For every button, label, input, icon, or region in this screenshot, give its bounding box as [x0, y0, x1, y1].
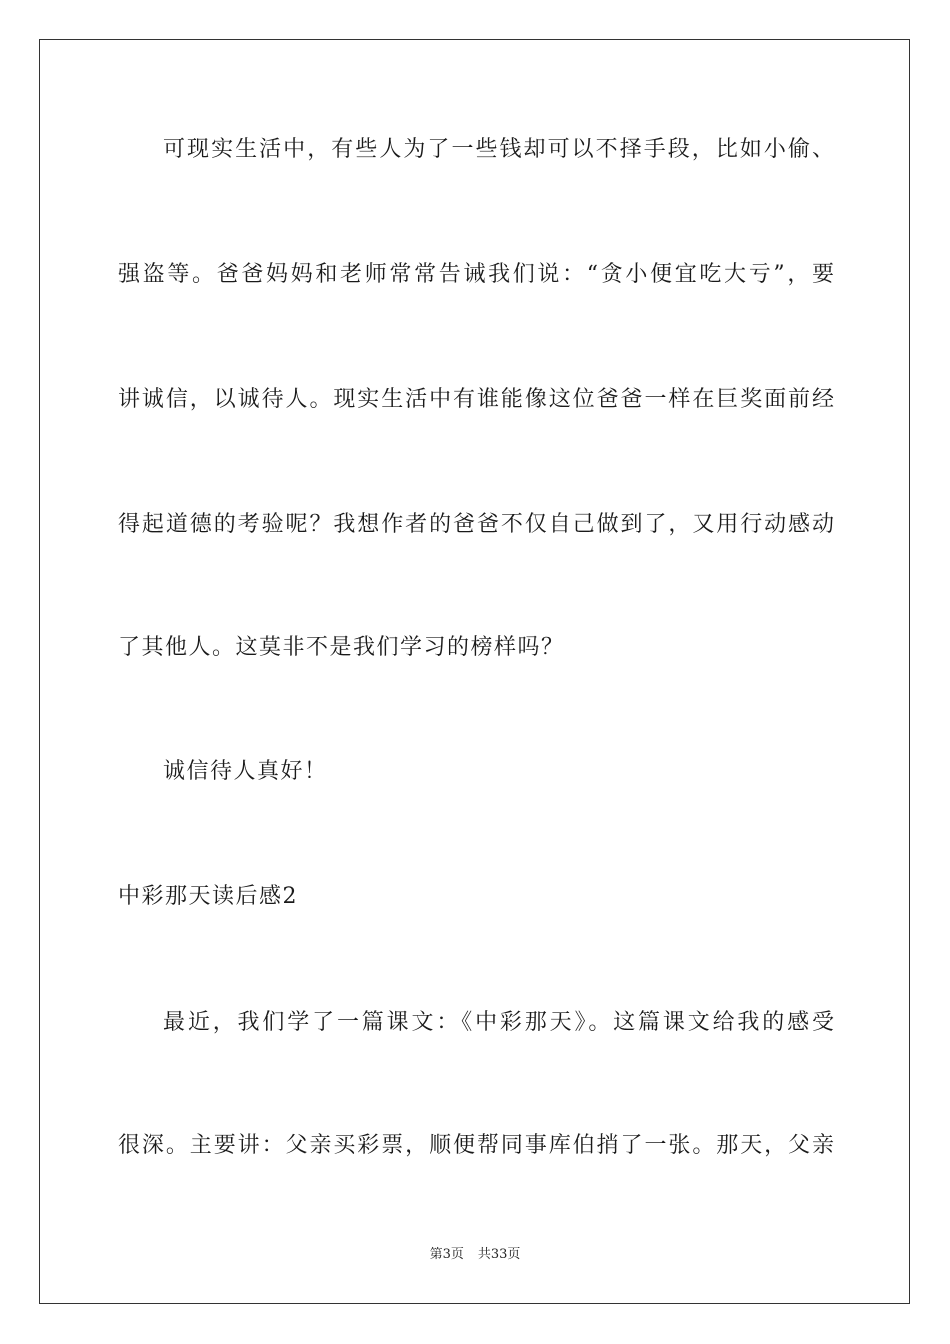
text-line: 最近，我们学了一篇课文：《中彩那天》。这篇课文给我的感受 — [163, 1010, 834, 1035]
text-line: 强盗等。爸爸妈妈和老师常常告诫我们说：“贪小便宜吃大亏”，要 — [118, 262, 834, 287]
text-line: 很深。主要讲：父亲买彩票，顺便帮同事库伯捎了一张。那天，父亲 — [118, 1133, 834, 1158]
page-footer — [0, 1246, 950, 1264]
text-line: 讲诚信，以诚待人。现实生活中有谁能像这位爸爸一样在巨奖面前经 — [118, 387, 834, 412]
section-heading: 中彩那天读后感2 — [118, 884, 298, 909]
text-line: 得起道德的考验呢？我想作者的爸爸不仅自己做到了，又用行动感动 — [118, 512, 834, 537]
closing-line: 诚信待人真好！ — [163, 759, 328, 784]
text-line: 可现实生活中，有些人为了一些钱却可以不择手段，比如小偷、 — [163, 137, 834, 162]
page-border — [39, 39, 910, 1304]
page-total: 共33页 — [477, 1247, 521, 1262]
page-number: 第3页 — [429, 1247, 464, 1262]
text-line: 了其他人。这莫非不是我们学习的榜样吗？ — [118, 635, 565, 660]
